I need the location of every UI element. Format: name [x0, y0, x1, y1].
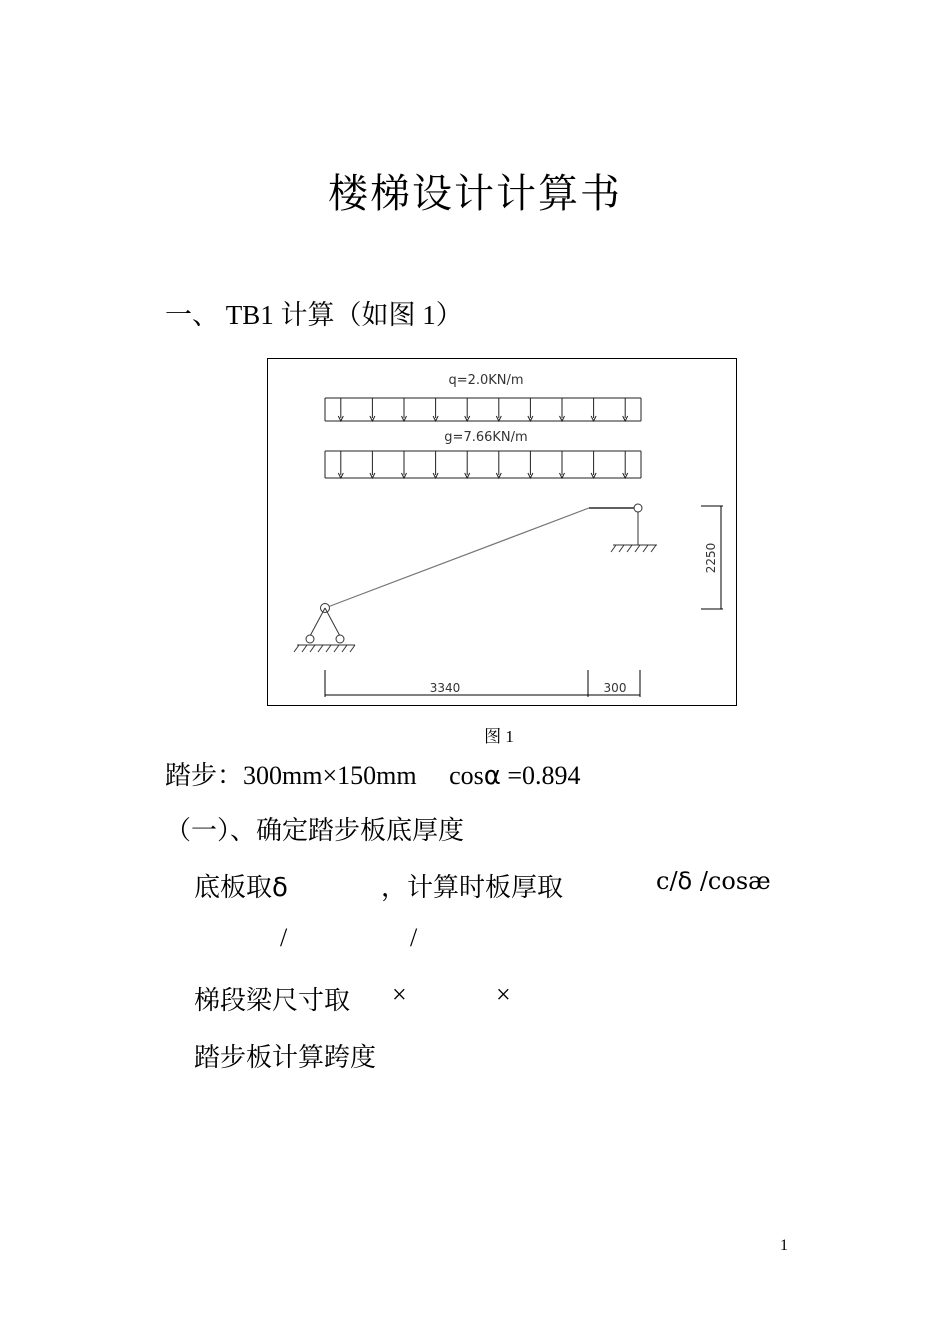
figure-frame [268, 359, 737, 706]
stair-diagram [267, 358, 737, 706]
slash-2: / [410, 923, 418, 952]
load-q-label: q=2.0KN/m [448, 373, 524, 388]
cos-label: cos [449, 761, 484, 790]
delta-symbol: δ [272, 873, 288, 903]
page-number: 1 [780, 1237, 788, 1254]
step-dimensions: 踏步：300mm×150mm [165, 761, 417, 790]
step-dimensions-line [165, 755, 581, 792]
calc-thickness-label: ，计算时板厚取 [381, 873, 564, 902]
bottom-plate-text [194, 867, 288, 904]
times-symbol-1: × [392, 980, 407, 1009]
load-g-label: g=7.66KN/m [444, 430, 528, 445]
thickness-formula [656, 867, 771, 895]
figure-caption: 图 1 [484, 727, 514, 746]
slash-1: / [280, 923, 288, 952]
cos-value: =0.894 [500, 761, 581, 790]
span-label: 踏步板计算跨度 [194, 1043, 377, 1072]
formula-part-2: /cosæ [692, 867, 771, 895]
times-symbol-2: × [496, 980, 511, 1009]
page-title: 楼梯设计计算书 [328, 171, 622, 216]
subsection-heading: （一）、确定踏步板底厚度 [165, 816, 465, 845]
dimension-horizontal-label-2: 300 [603, 681, 627, 695]
formula-delta-symbol: δ [677, 867, 693, 895]
alpha-symbol: α [483, 761, 501, 791]
formula-part-1: c/ [656, 867, 678, 895]
dimension-horizontal-label-1: 3340 [429, 681, 461, 695]
beam-size-label: 梯段梁尺寸取 [194, 986, 351, 1015]
section-heading: 一、 TB1 计算（如图 1） [165, 300, 463, 330]
dimension-vertical-label: 2250 [704, 542, 718, 574]
bottom-plate-label: 底板取 [194, 873, 273, 902]
